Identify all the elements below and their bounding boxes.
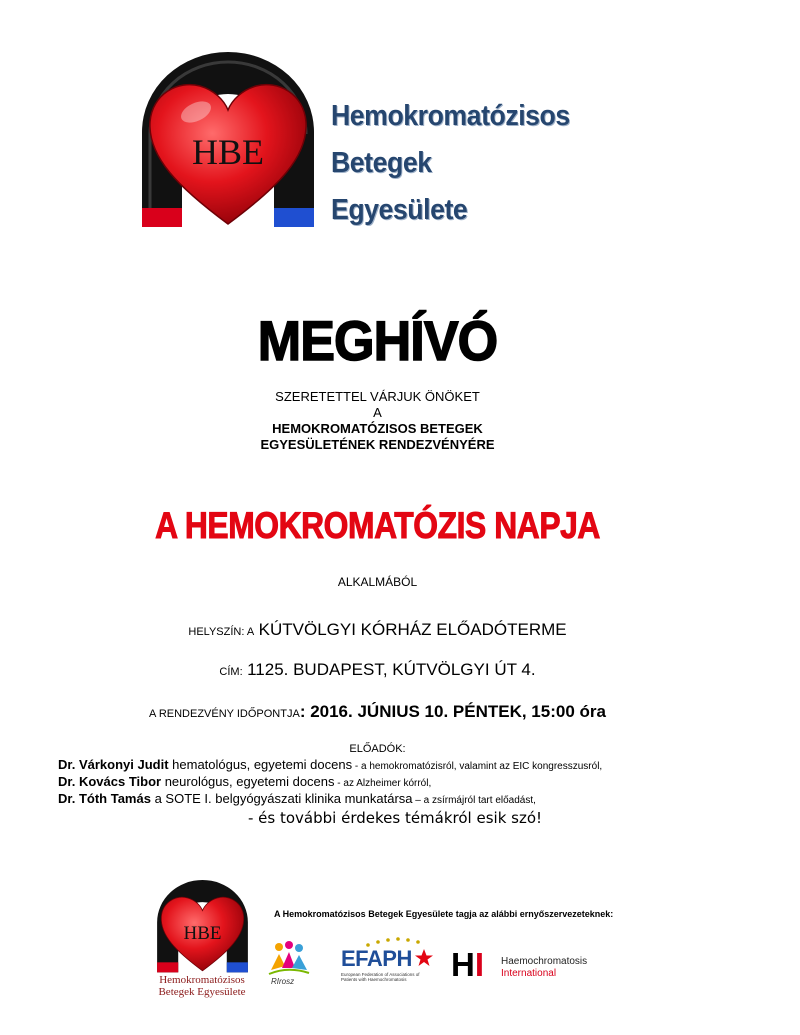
rirosz-name: RIrosz <box>271 977 295 986</box>
logo-text: HBE <box>192 132 264 172</box>
intro-line-3: HEMOKROMATÓZISOS BETEGEK <box>272 421 483 436</box>
hi-logo-line-2: International <box>501 968 557 979</box>
speaker-role: a SOTE I. belgyógyászati klinika munkatársa <box>150 791 413 806</box>
address-label: CÍM: <box>219 666 243 678</box>
hi-logo-mark <box>451 948 484 981</box>
footer-logo-caption-line-1: Hemokromatózisos <box>159 974 245 986</box>
date-label: A RENDEZVÉNY IDŐPONTJA <box>149 708 300 720</box>
speaker-row <box>58 774 431 789</box>
membership-note: A Hemokromatózisos Betegek Egyesülete tagja az alábbi ernyőszervezeteknek: <box>274 909 614 919</box>
org-name-line-2: Betegek <box>331 147 432 179</box>
hi-logo-line-1: Haemochromatosis <box>501 956 588 967</box>
org-name-line-1: Hemokromatózisos <box>331 100 570 132</box>
speaker-row <box>58 791 536 806</box>
speaker-name: Dr. Kovács Tibor <box>58 774 162 789</box>
event-title: A HEMOKROMATÓZIS NAPJA <box>155 505 600 546</box>
rirosz-logo <box>265 940 311 980</box>
org-name-line-3: Egyesülete <box>331 194 468 226</box>
footer-logo-text: HBE <box>183 923 222 945</box>
address-value: 1125. BUDAPEST, KÚTVÖLGYI ÚT 4. <box>247 660 536 679</box>
footer-logo-caption <box>154 974 250 998</box>
star-icon <box>414 948 434 968</box>
venue-value: KÚTVÖLGYI KÓRHÁZ ELŐADÓTERME <box>258 620 567 639</box>
hi-logo-i: I <box>474 946 485 983</box>
address-row <box>0 660 755 680</box>
intro-line-1: SZERETETTEL VÁRJUK ÖNÖKET <box>275 389 480 404</box>
speaker-name: Dr. Tóth Tamás <box>58 791 151 806</box>
occasion-text: ALKALMÁBÓL <box>337 575 418 589</box>
intro-line-4: EGYESÜLETÉNEK RENDEZVÉNYÉRE <box>260 437 495 452</box>
efaph-logo: EFAPH <box>341 946 412 971</box>
more-topics-note: - és további érdekes témákról esik szó! <box>248 809 543 827</box>
speaker-topic: – a zsírmájról tart előadást, <box>412 795 536 806</box>
speaker-row <box>58 757 602 772</box>
speaker-role: neurológus, egyetemi docens <box>161 774 335 789</box>
speaker-topic: - az Alzheimer kórról, <box>334 778 432 789</box>
venue-label: HELYSZÍN: A <box>188 626 255 638</box>
hi-logo-h: H <box>451 946 475 983</box>
intro-line-2: A <box>373 405 382 420</box>
date-value: : 2016. JÚNIUS 10. PÉNTEK, 15:00 óra <box>299 702 606 721</box>
speaker-topic: - a hemokromatózisról, valamint az EIC kongresszusról, <box>352 761 603 772</box>
hbe-logo <box>138 52 318 232</box>
hi-logo-text <box>501 956 587 980</box>
speaker-name: Dr. Várkonyi Judit <box>58 757 169 772</box>
efaph-subtitle: European Federation of Associations of Patients with Haemochromatosis <box>341 972 420 982</box>
speakers-label: ELŐADÓK: <box>349 743 406 755</box>
footer-logo-caption-line-2: Betegek Egyesülete <box>158 986 246 998</box>
footer-hbe-logo <box>155 880 250 975</box>
speaker-role: hematológus, egyetemi docens <box>168 757 353 772</box>
venue-row <box>0 620 755 640</box>
date-row <box>0 702 755 722</box>
invitation-heading: MEGHÍVÓ <box>257 309 498 372</box>
